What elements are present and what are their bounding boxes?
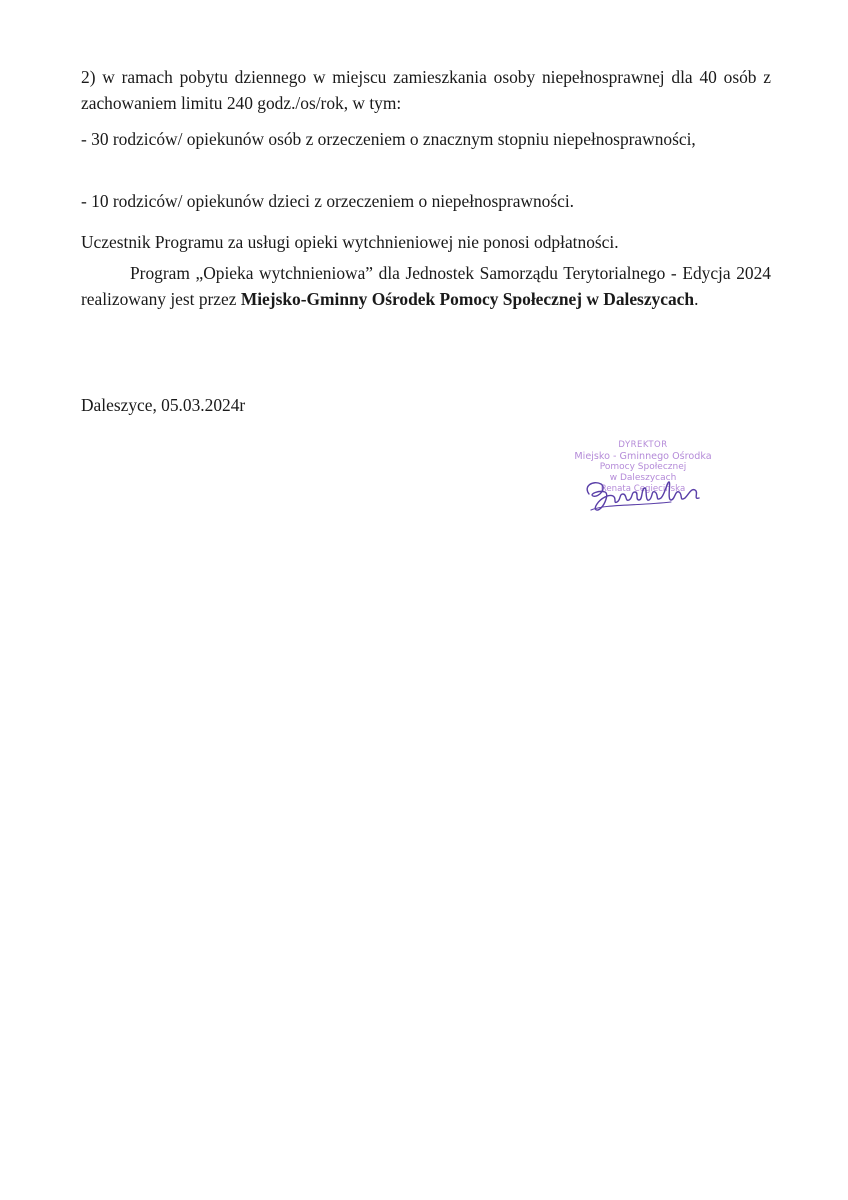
place-and-date: Daleszyce, 05.03.2024r	[81, 395, 246, 415]
handwritten-signature	[575, 464, 715, 524]
stamp-person-name: Renata Cegiecińska	[600, 484, 686, 494]
paragraph-program-info	[81, 260, 771, 312]
bullet-parents-significant-disability: - 30 rodziców/ opiekunów osób z orzeczeniem o znacznym stopniu niepełnosprawności,	[81, 129, 696, 149]
stamp-institution-cont: Pomocy Społecznej	[599, 462, 687, 472]
paragraph-no-fee: Uczestnik Programu za usługi opieki wytchnieniowej nie ponosi odpłatności.	[81, 232, 619, 252]
program-end-text: .	[694, 289, 699, 309]
stamp-location: w Daleszycach	[609, 473, 677, 483]
organization-name: Miejsko-Gminny Ośrodek Pomocy Społecznej w Daleszycach	[240, 289, 695, 309]
paragraph-day-stay: 2) w ramach pobytu dziennego w miejscu zamieszkania osoby niepełnosprawnej dla 40 osób z zachowaniem limitu 240 godz./os/rok, w tym:	[81, 67, 771, 113]
bullet-parents-children-disability: - 10 rodziców/ opiekunów dzieci z orzeczeniem o niepełnosprawności.	[81, 191, 575, 211]
program-intro-text: Program „Opieka wytchnieniowa” dla Jednostek Samorządu Terytorialnego - Edycja 2024 realizowany jest przez	[81, 263, 771, 309]
stamp-title: DYREKTOR	[618, 440, 668, 450]
stamp-institution: Miejsko - Gminnego Ośrodka	[574, 451, 712, 462]
